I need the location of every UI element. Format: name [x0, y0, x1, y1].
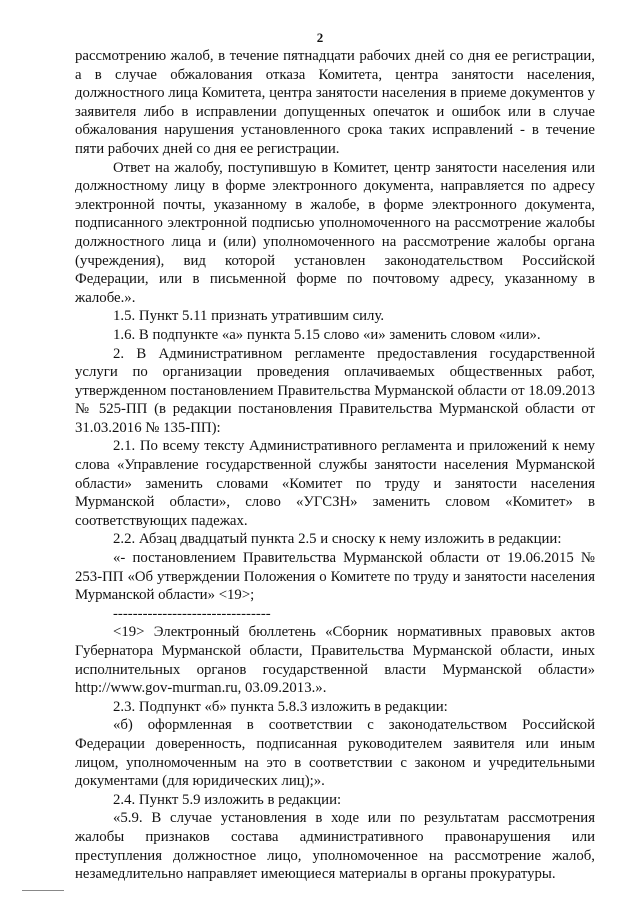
- paragraph: 1.6. В подпункте «а» пункта 5.15 слово «и» заменить словом «или».: [113, 326, 541, 343]
- paragraph: «б) оформленная в соответствии с законодательством Российской Федерации доверенность, подписанная руководителем заявителя или иным лицом, уполномоченным на это в соответствии с законом и учредительными документами (для юридических лиц);».: [75, 717, 595, 790]
- paragraph: Ответ на жалобу, поступившую в Комитет, центр занятости населения или должностному лицу в форме электронного документа, направляется по адресу электронной почты, указанному в жалобе, в форме электронного документа, подписанного электронной подписью уполномоченного на рассмотрение жалобы должностного лица и (или) уполномоченного на рассмотрение жалобы органа (учреждения), вид которой установлен законодательством Российской Федерации, или в письменной форме по почтовому адресу, указанному в жалобе.».: [75, 159, 595, 306]
- paragraph: «- постановлением Правительства Мурманской области от 19.06.2015 № 253-ПП «Об утверждении Положения о Комитете по труду и занятости населения Мурманской области» <19>;: [75, 550, 595, 604]
- paragraph: 2. В Административном регламенте предоставления государственной услуги по организации проведения оплачиваемых общественных работ, утвержденном постановлением Правительства Мурманской области от 18.09.2013 № 525-ПП (в редакции постановления Правительства Мурманской области от 31.03.2016 № 135-ПП):: [75, 345, 595, 436]
- paragraph: 1.5. Пункт 5.11 признать утратившим силу.: [113, 308, 385, 325]
- paragraph: <19> Электронный бюллетень «Сборник нормативных правовых актов Губернатора Мурманской области, Правительства Мурманской области, иных исполнительных органов государственной власти Мурманской области» http://www.gov-murman.ru, 03.09.2013.».: [75, 624, 595, 697]
- paragraph: 2.4. Пункт 5.9 изложить в редакции:: [113, 791, 342, 808]
- footer-rule: [22, 890, 64, 891]
- paragraph: 2.3. Подпункт «б» пункта 5.8.3 изложить в редакции:: [113, 698, 448, 715]
- paragraph: 2.2. Абзац двадцатый пункта 2.5 и сноску к нему изложить в редакции:: [113, 531, 562, 548]
- paragraph: --------------------------------: [113, 605, 271, 622]
- paragraph: 2.1. По всему тексту Административного регламента и приложений к нему слова «Управление государственной службы занятости населения Мурманской области» заменить словами «Комитет по труду и занятости населения Мурманской области», слово «УГСЗН» заменить словом «Комитет» в соответствующих падежах.: [75, 438, 595, 529]
- page-number: 2: [316, 30, 324, 45]
- paragraph: «5.9. В случае установления в ходе или по результатам рассмотрения жалобы признаков состава административного правонарушения или преступления должностное лицо, уполномоченное на рассмотрение жалоб, незамедлительно направляет имеющиеся материалы в органы прокуратуры.: [75, 810, 595, 883]
- document-body: [75, 47, 595, 884]
- paragraph: рассмотрению жалоб, в течение пятнадцати рабочих дней со дня ее регистрации, а в случае обжалования отказа Комитета, центра занятости населения, должностного лица Комитета, центра занятости населения в приеме документов у заявителя либо в исправлении допущенных опечаток и ошибок или в случае обжалования нарушения установленного срока таких исправлений - в течение пяти рабочих дней со дня ее регистрации.: [75, 48, 595, 157]
